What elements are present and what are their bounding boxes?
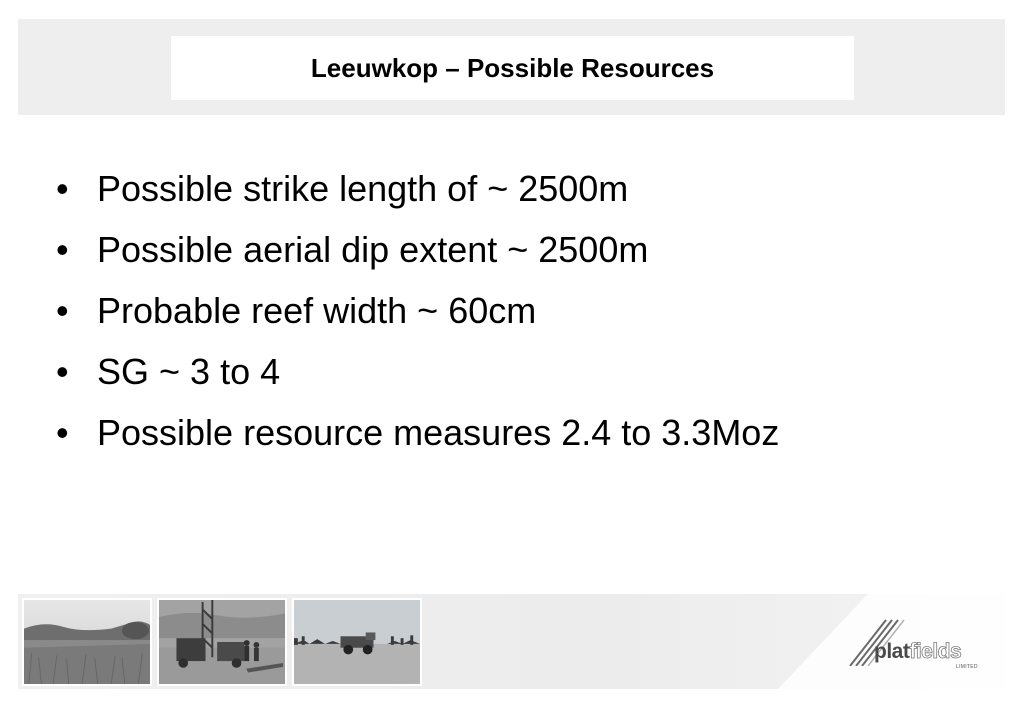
bullet-marker: • <box>56 412 69 453</box>
landscape-photo <box>22 598 152 686</box>
bullet-item <box>56 412 779 473</box>
bullet-text: Possible resource measures 2.4 to 3.3Moz <box>97 412 780 453</box>
bullet-text: Probable reef width ~ 60cm <box>97 290 537 331</box>
bullet-item <box>56 168 779 229</box>
bullet-marker: • <box>56 229 69 270</box>
bullet-marker: • <box>56 168 69 209</box>
platfields-logo <box>846 612 984 672</box>
bullet-text: SG ~ 3 to 4 <box>97 351 281 392</box>
logo-text-plat: plat <box>874 640 910 663</box>
bullet-text: Possible aerial dip extent ~ 2500m <box>97 229 649 270</box>
bullet-list <box>56 168 779 473</box>
bullet-item <box>56 229 779 290</box>
logo-tagline: LIMITED <box>956 664 978 670</box>
logo-text-fields: fields <box>909 640 962 663</box>
bullet-marker: • <box>56 290 69 331</box>
title-box <box>171 36 854 100</box>
haul-truck-photo <box>292 598 422 686</box>
bullet-marker: • <box>56 351 69 392</box>
logo-wordmark <box>874 640 961 664</box>
bullet-item <box>56 351 779 412</box>
drilling-rig-photo <box>157 598 287 686</box>
bullet-text: Possible strike length of ~ 2500m <box>97 168 629 209</box>
bullet-item <box>56 290 779 351</box>
slide-title: Leeuwkop – Possible Resources <box>310 52 715 83</box>
